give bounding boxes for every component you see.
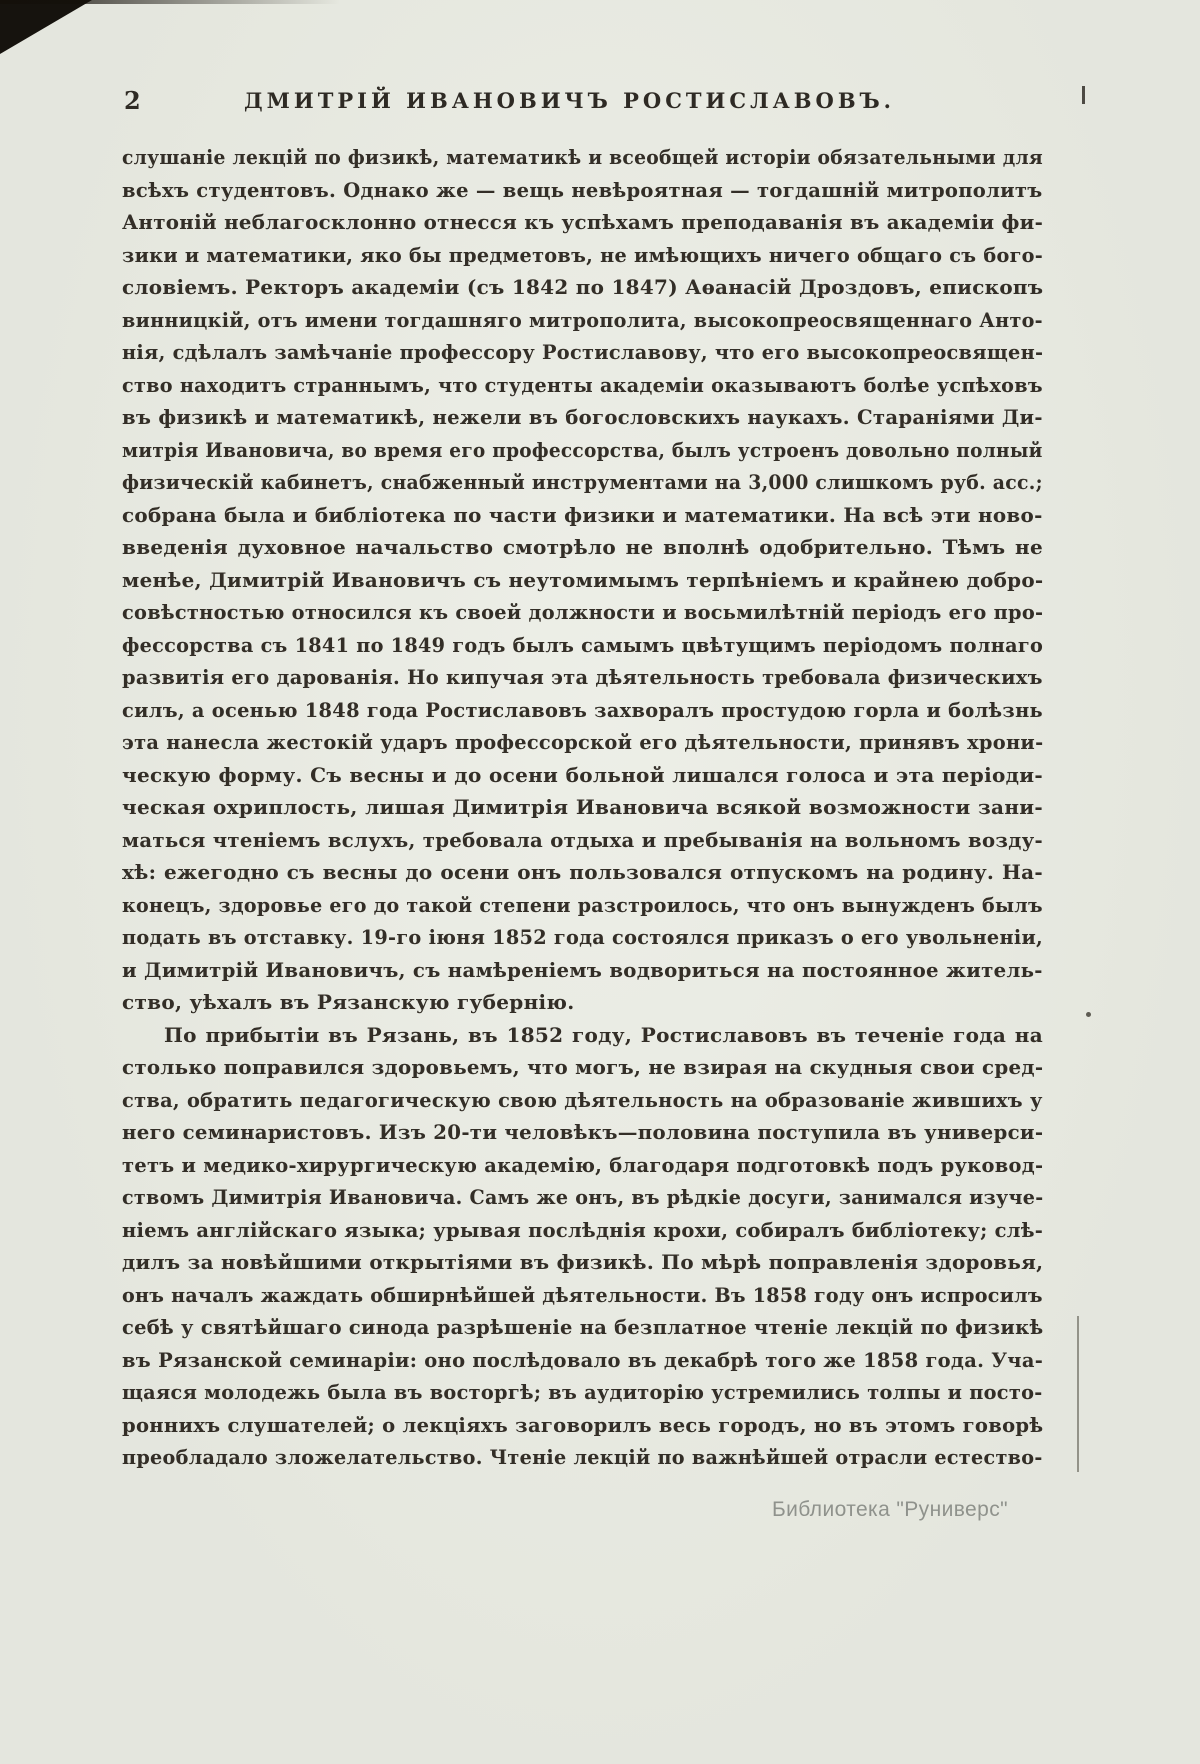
- text-line: По прибытіи въ Рязань, въ 1852 году, Ростиславовъ въ теченіе года на: [164, 1022, 1043, 1047]
- text-line: дилъ за новѣйшими открытіями въ физикѣ. По мѣрѣ поправленія здоровья,: [122, 1250, 1044, 1274]
- text-line: словіемъ. Ректоръ академіи (съ 1842 по 1847) Аѳанасій Дроздовъ, епископъ: [122, 275, 1044, 299]
- text-line: ствомъ Димитрія Ивановича. Самъ же онъ, въ рѣдкіе досуги, занимался изуче-: [122, 1185, 1044, 1209]
- library-watermark: Библиотека "Руниверс": [772, 1498, 1008, 1521]
- text-line: физическій кабинетъ, снабженный инструментами на 3,000 слишкомъ руб. асс.;: [122, 470, 1043, 494]
- text-line: ства, обратить педагогическую свою дѣятельность на образованіе жившихъ у: [122, 1087, 1043, 1112]
- page-number: 2: [124, 86, 141, 115]
- text-line: эта нанесла жестокій ударъ профессорской его дѣятельности, принявъ хрони-: [122, 730, 1044, 754]
- text-line: нія, сдѣлалъ замѣчаніе профессору Ростиславову, что его высокопреосвящен-: [122, 340, 1044, 364]
- text-line: Антоній неблагосклонно отнесся къ успѣхамъ преподаванія въ академіи фи-: [122, 210, 1044, 234]
- text-line: собрана была и библіотека по части физики и математики. На всѣ эти ново-: [122, 502, 1043, 527]
- text-line: преобладало зложелательство. Чтеніе лекцій по важнѣйшей отрасли естество-: [122, 1445, 1043, 1469]
- text-line: менѣе, Димитрій Ивановичъ съ неутомимымъ терпѣніемъ и крайнею добро-: [122, 567, 1044, 592]
- text-line: силъ, а осенью 1848 года Ростиславовъ захворалъ простудою горла и болѣзнь: [122, 697, 1043, 722]
- text-line: и Димитрій Ивановичъ, съ намѣреніемъ водвориться на постоянное житель-: [122, 957, 1043, 982]
- text-line: фессорства съ 1841 по 1849 годъ былъ самымъ цвѣтущимъ періодомъ полнаго: [122, 632, 1044, 657]
- text-line: ніемъ англійскаго языка; урывая послѣднія крохи, собиралъ библіотеку; слѣ-: [122, 1217, 1044, 1242]
- text-line: хѣ: ежегодно съ весны до осени онъ пользовался отпускомъ на родину. На-: [122, 860, 1043, 884]
- text-line: слушаніе лекцій по физикѣ, математикѣ и всеобщей исторіи обязательными для: [122, 145, 1044, 169]
- text-line: подать въ отставку. 19-го іюня 1852 года состоялся приказъ о его увольненіи,: [122, 925, 1044, 949]
- ink-dot-artifact: [1086, 1012, 1091, 1017]
- text-line: тетъ и медико-хирургическую академію, благодаря подготовкѣ подъ руковод-: [122, 1152, 1044, 1177]
- text-line: роннихъ слушателей; о лекціяхъ заговорилъ весь городъ, но въ этомъ говорѣ: [122, 1412, 1044, 1437]
- text-line: винницкій, отъ имени тогдашняго митрополита, высокопреосвященнаго Анто-: [122, 307, 1043, 332]
- page-edge-artifact: [1077, 1316, 1079, 1472]
- text-line: онъ началъ жаждать обширнѣйшей дѣятельности. Въ 1858 году онъ испросилъ: [122, 1282, 1043, 1307]
- text-line: щаяся молодежь была въ восторгѣ; въ аудиторію устремились толпы и посто-: [122, 1380, 1043, 1404]
- text-line: зики и математики, яко бы предметовъ, не имѣющихъ ничего общаго съ бого-: [122, 242, 1044, 267]
- text-line: митрія Ивановича, во время его профессорства, былъ устроенъ довольно полный: [122, 437, 1043, 462]
- text-line: конецъ, здоровье его до такой степени разстроилось, что онъ вынужденъ былъ: [122, 892, 1043, 917]
- margin-mark-artifact: [1082, 86, 1085, 104]
- scan-top-edge-artifact: [0, 0, 340, 4]
- text-line: развитія его дарованія. Но кипучая эта дѣятельность требовала физическихъ: [122, 665, 1043, 689]
- running-title: ДМИТРІЙ ИВАНОВИЧЪ РОСТИСЛАВОВЪ.: [243, 88, 895, 113]
- text-line: себѣ у святѣйшаго синода разрѣшеніе на безплатное чтеніе лекцій по физикѣ: [122, 1315, 1044, 1339]
- text-line: маться чтеніемъ вслухъ, требовала отдыха и пребыванія на вольномъ возду-: [122, 827, 1043, 852]
- text-line: въ Рязанской семинаріи: оно послѣдовало въ декабрѣ того же 1858 года. Уча-: [122, 1347, 1044, 1372]
- text-line: него семинаристовъ. Изъ 20-ти человѣкъ—половина поступила въ универси-: [122, 1120, 1044, 1144]
- scan-corner-artifact: [0, 0, 92, 54]
- text-line: въ физикѣ и математикѣ, нежели въ богословскихъ наукахъ. Стараніями Ди-: [122, 405, 1043, 429]
- text-line: ство, уѣхалъ въ Рязанскую губернію.: [122, 990, 575, 1014]
- text-line: совѣстностью относился къ своей должности и восьмилѣтній періодъ его про-: [122, 600, 1044, 624]
- text-line: ство находитъ страннымъ, что студенты академіи оказываютъ болѣе успѣховъ: [122, 372, 1043, 397]
- text-line: ческая охриплость, лишая Димитрія Ивановича всякой возможности зани-: [122, 795, 1043, 819]
- text-line: всѣхъ студентовъ. Однако же — вещь невѣроятная — тогдашній митрополитъ: [122, 177, 1043, 202]
- text-line: столько поправился здоровьемъ, что могъ, не взирая на скудныя свои сред-: [122, 1055, 1044, 1079]
- text-line: ческую форму. Съ весны и до осени больной лишался голоса и эта періоди-: [122, 762, 1043, 787]
- text-line: введенія духовное начальство смотрѣло не вполнѣ одобрительно. Тѣмъ не: [122, 535, 1043, 559]
- page-header: [122, 84, 1043, 118]
- body-text: [122, 141, 1043, 1474]
